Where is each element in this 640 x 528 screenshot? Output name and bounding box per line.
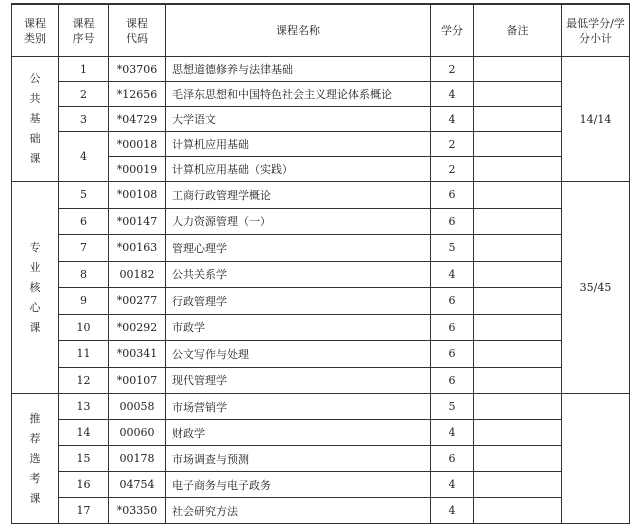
seq-cell: 14: [59, 420, 109, 446]
code-cell: *00341: [109, 341, 166, 368]
seq-cell: 8: [59, 261, 109, 288]
table-row: [12, 82, 630, 107]
name-cell: 公文写作与处理: [166, 341, 431, 368]
credit-cell: 4: [431, 498, 474, 524]
note-cell: [474, 420, 562, 446]
category-char: 荐: [29, 431, 41, 445]
header-note: 备注: [474, 4, 562, 57]
credit-cell: 2: [431, 157, 474, 182]
category-char: 核: [29, 280, 41, 294]
category-char: 心: [29, 300, 41, 314]
credit-cell: 6: [431, 182, 474, 209]
table-row: [12, 288, 630, 315]
seq-cell: 13: [59, 394, 109, 420]
note-cell: [474, 132, 562, 157]
table-row: [12, 107, 630, 132]
name-cell: 管理心理学: [166, 235, 431, 262]
credit-cell: 4: [431, 82, 474, 107]
credit-cell: 6: [431, 446, 474, 472]
seq-cell: 5: [59, 182, 109, 209]
credit-cell: 5: [431, 394, 474, 420]
table-row: [12, 132, 630, 157]
header-row: [12, 4, 630, 57]
name-cell: 计算机应用基础: [166, 132, 431, 157]
min-credit-cell: 14/14: [562, 57, 630, 182]
seq-cell: 11: [59, 341, 109, 368]
credit-cell: 4: [431, 472, 474, 498]
code-cell: *00277: [109, 288, 166, 315]
name-cell: 工商行政管理学概论: [166, 182, 431, 209]
header-credit: 学分: [431, 4, 474, 57]
category-char: 推: [29, 411, 41, 425]
seq-cell: 3: [59, 107, 109, 132]
code-cell: *00108: [109, 182, 166, 209]
seq-cell: 2: [59, 82, 109, 107]
credit-cell: 5: [431, 235, 474, 262]
category-cell: [12, 57, 59, 182]
credit-cell: 6: [431, 341, 474, 368]
code-cell: 00058: [109, 394, 166, 420]
category-cell: [12, 182, 59, 394]
table-row: [12, 472, 630, 498]
table-row: [12, 446, 630, 472]
category-char: 基: [29, 112, 41, 125]
credit-cell: 6: [431, 288, 474, 315]
category-char: 专: [29, 240, 41, 254]
code-cell: *00163: [109, 235, 166, 262]
table-row: [12, 235, 630, 262]
note-cell: [474, 446, 562, 472]
header-name: 课程名称: [166, 4, 431, 57]
seq-cell: 12: [59, 367, 109, 394]
min-credit-cell: [562, 394, 630, 524]
note-cell: [474, 208, 562, 235]
seq-cell: 6: [59, 208, 109, 235]
credit-cell: 2: [431, 132, 474, 157]
seq-cell: 16: [59, 472, 109, 498]
note-cell: [474, 288, 562, 315]
name-cell: 财政学: [166, 420, 431, 446]
code-cell: *04729: [109, 107, 166, 132]
name-cell: 现代管理学: [166, 367, 431, 394]
credit-cell: 6: [431, 208, 474, 235]
code-cell: 04754: [109, 472, 166, 498]
category-char: 课: [29, 152, 41, 165]
name-cell: 市政学: [166, 314, 431, 341]
code-cell: *03350: [109, 498, 166, 524]
name-cell: 计算机应用基础（实践）: [166, 157, 431, 182]
table-row: [12, 57, 630, 82]
course-table: [11, 3, 630, 524]
note-cell: [474, 57, 562, 82]
category-char: 考: [29, 471, 41, 485]
table-row: [12, 367, 630, 394]
code-cell: *12656: [109, 82, 166, 107]
category-char: 础: [29, 132, 41, 145]
table-row: [12, 182, 630, 209]
seq-cell: 15: [59, 446, 109, 472]
code-cell: 00178: [109, 446, 166, 472]
name-cell: 公共关系学: [166, 261, 431, 288]
note-cell: [474, 261, 562, 288]
credit-cell: 4: [431, 107, 474, 132]
seq-cell: 9: [59, 288, 109, 315]
category-char: 业: [29, 260, 41, 274]
name-cell: 行政管理学: [166, 288, 431, 315]
seq-cell: 4: [59, 132, 109, 182]
credit-cell: 2: [431, 57, 474, 82]
note-cell: [474, 107, 562, 132]
table-row: [12, 420, 630, 446]
code-cell: 00182: [109, 261, 166, 288]
table-row: [12, 208, 630, 235]
header-seq: 课程序号: [59, 4, 109, 57]
name-cell: 市场营销学: [166, 394, 431, 420]
seq-cell: 1: [59, 57, 109, 82]
name-cell: 思想道德修养与法律基础: [166, 57, 431, 82]
seq-cell: 17: [59, 498, 109, 524]
table-row: [12, 394, 630, 420]
seq-cell: 10: [59, 314, 109, 341]
note-cell: [474, 82, 562, 107]
note-cell: [474, 314, 562, 341]
table-row: [12, 261, 630, 288]
category-char: 选: [29, 451, 41, 465]
credit-cell: 4: [431, 420, 474, 446]
table-row: [12, 341, 630, 368]
note-cell: [474, 157, 562, 182]
category-char: 课: [29, 320, 41, 334]
category-cell: [12, 394, 59, 524]
note-cell: [474, 498, 562, 524]
credit-cell: 6: [431, 367, 474, 394]
name-cell: 市场调查与预测: [166, 446, 431, 472]
name-cell: 大学语文: [166, 107, 431, 132]
code-cell: 00060: [109, 420, 166, 446]
header-category: 课程类别: [12, 4, 59, 57]
note-cell: [474, 394, 562, 420]
code-cell: *00147: [109, 208, 166, 235]
code-cell: *03706: [109, 57, 166, 82]
category-char: 课: [29, 491, 41, 505]
note-cell: [474, 341, 562, 368]
table-row: [12, 314, 630, 341]
note-cell: [474, 472, 562, 498]
seq-cell: 7: [59, 235, 109, 262]
table-row: [12, 498, 630, 524]
name-cell: 人力资源管理（一）: [166, 208, 431, 235]
name-cell: 社会研究方法: [166, 498, 431, 524]
note-cell: [474, 367, 562, 394]
category-char: 公: [29, 72, 41, 85]
header-min: 最低学分/学分小计: [562, 4, 630, 57]
credit-cell: 4: [431, 261, 474, 288]
min-credit-cell: 35/45: [562, 182, 630, 394]
note-cell: [474, 235, 562, 262]
code-cell: *00019: [109, 157, 166, 182]
code-cell: *00018: [109, 132, 166, 157]
note-cell: [474, 182, 562, 209]
name-cell: 毛泽东思想和中国特色社会主义理论体系概论: [166, 82, 431, 107]
credit-cell: 6: [431, 314, 474, 341]
category-char: 共: [29, 92, 41, 105]
header-code: 课程代码: [109, 4, 166, 57]
code-cell: *00107: [109, 367, 166, 394]
code-cell: *00292: [109, 314, 166, 341]
name-cell: 电子商务与电子政务: [166, 472, 431, 498]
